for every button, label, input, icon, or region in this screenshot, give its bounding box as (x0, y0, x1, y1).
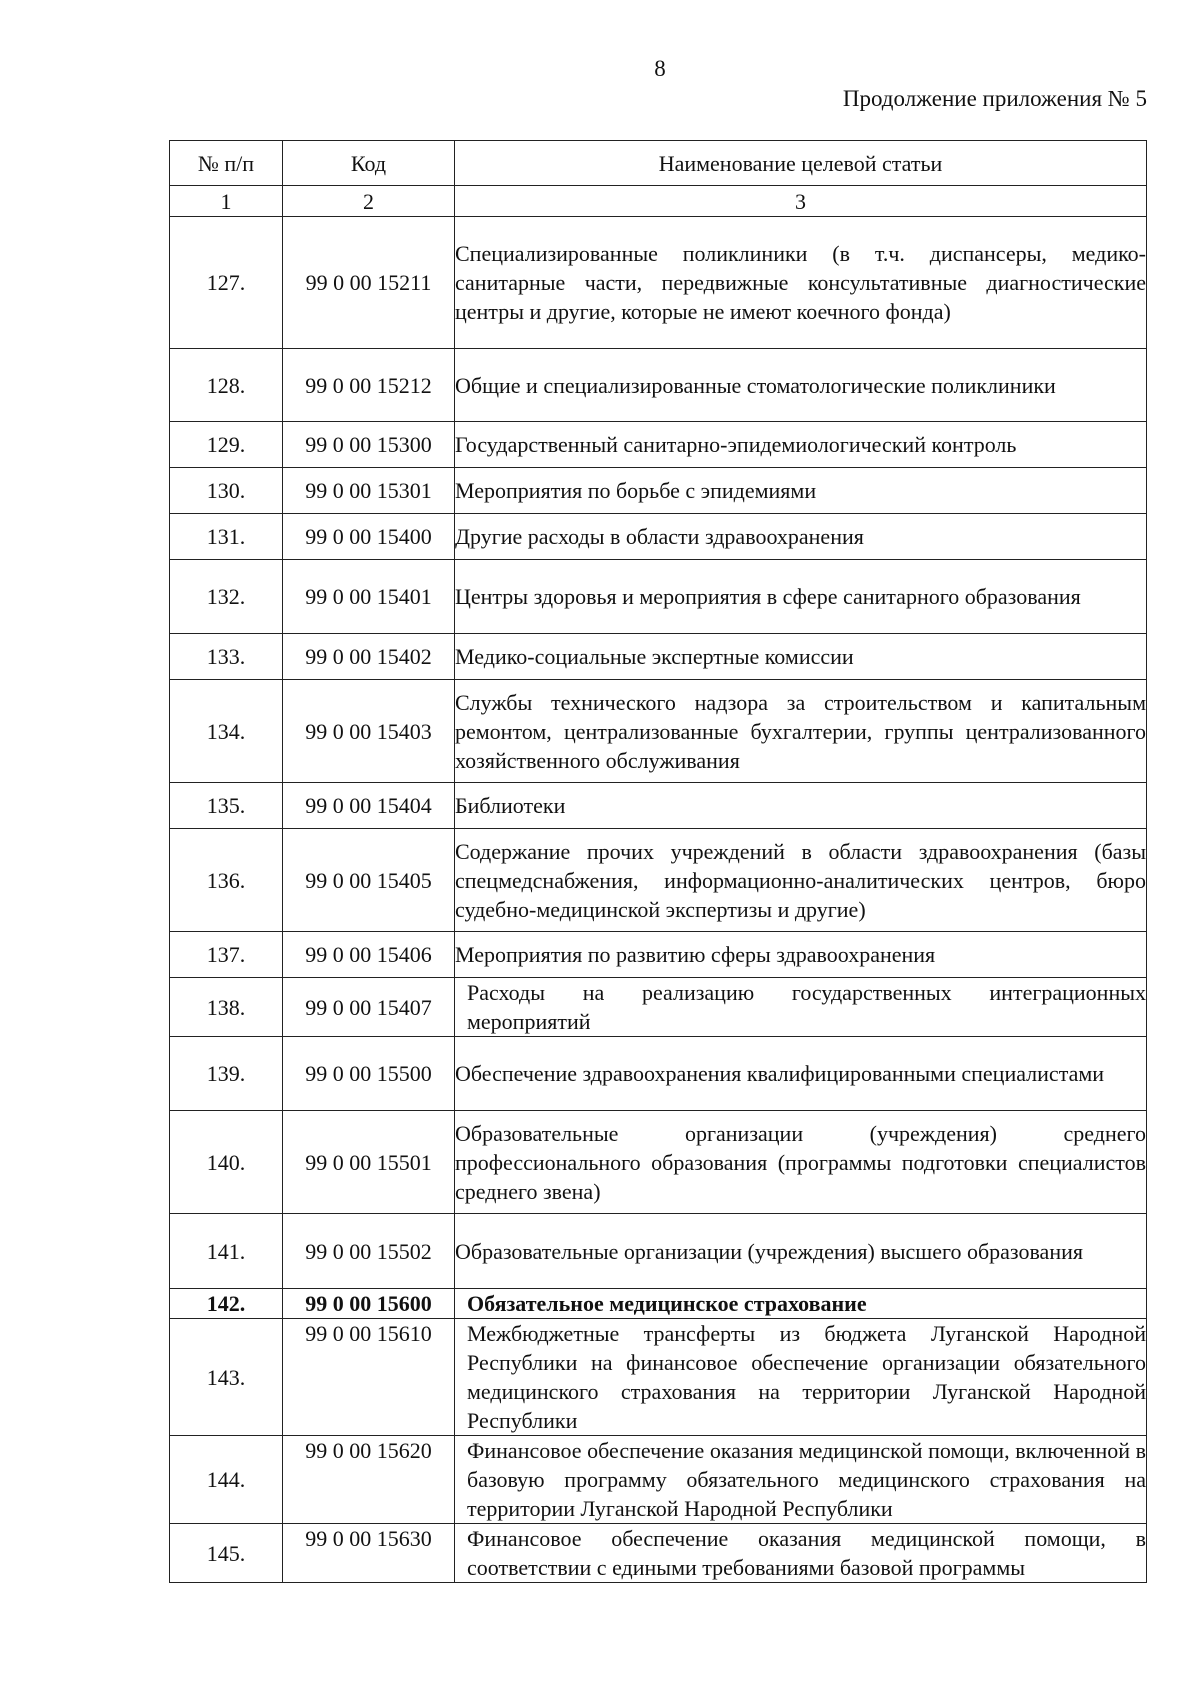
row-number: 133. (170, 634, 283, 680)
table-row (170, 783, 1147, 829)
row-number: 139. (170, 1037, 283, 1111)
row-name-text: Образовательные организации (учреждения) среднего профессионального образования (программы подготовки специалистов среднего звена) (455, 1120, 1146, 1204)
row-name (455, 634, 1147, 680)
row-name (455, 560, 1147, 634)
header-name: Наименование целевой статьи (455, 141, 1147, 186)
table-row (170, 978, 1147, 1037)
row-code: 99 0 00 15501 (283, 1111, 455, 1214)
row-name (455, 1436, 1147, 1524)
table-row (170, 1037, 1147, 1111)
table-row (170, 514, 1147, 560)
row-name (455, 932, 1147, 978)
target-articles-table (169, 140, 1147, 1583)
row-number: 135. (170, 783, 283, 829)
table-row (170, 1319, 1147, 1436)
table-row (170, 1289, 1147, 1319)
row-number: 130. (170, 468, 283, 514)
table-header-row (170, 141, 1147, 186)
row-name-text: Обязательное медицинское страхование (467, 1291, 867, 1316)
row-name (455, 468, 1147, 514)
row-name-text: Расходы на реализацию государственных интеграционных мероприятий (467, 980, 1146, 1034)
row-code: 99 0 00 15610 (283, 1319, 455, 1436)
row-name-text: Межбюджетные трансферты из бюджета Луганской Народной Республики на финансовое обеспечение организации обязательного медицинского страхования на территории Луганской Народной Республики (467, 1321, 1146, 1433)
table-row (170, 932, 1147, 978)
row-name-text: Службы технического надзора за строительством и капитальным ремонтом, централизованные бухгалтерии, группы централизованного хозяйственного обслуживания (455, 689, 1146, 773)
row-name (455, 514, 1147, 560)
row-code: 99 0 00 15407 (283, 978, 455, 1037)
table-row (170, 1111, 1147, 1214)
row-name-text: Центры здоровья и мероприятия в сфере санитарного образования (455, 584, 1081, 609)
row-name (455, 349, 1147, 422)
row-name-text: Мероприятия по борьбе с эпидемиями (455, 478, 817, 503)
row-name-text: Финансовое обеспечение оказания медицинской помощи, в соответствии с едиными требованиями базовой программы (467, 1526, 1146, 1580)
row-name (455, 1111, 1147, 1214)
table-row (170, 634, 1147, 680)
column-index-row (170, 186, 1147, 217)
row-code: 99 0 00 15300 (283, 422, 455, 468)
row-code: 99 0 00 15301 (283, 468, 455, 514)
row-code: 99 0 00 15502 (283, 1214, 455, 1289)
row-name (455, 1214, 1147, 1289)
row-name-text: Общие и специализированные стоматологические поликлиники (455, 372, 1056, 398)
table-row (170, 1214, 1147, 1289)
row-code: 99 0 00 15400 (283, 514, 455, 560)
row-name (455, 217, 1147, 349)
row-number: 132. (170, 560, 283, 634)
row-number: 143. (170, 1319, 283, 1436)
row-code: 99 0 00 15402 (283, 634, 455, 680)
page-number: 8 (654, 56, 666, 81)
row-code: 99 0 00 15406 (283, 932, 455, 978)
row-number: 141. (170, 1214, 283, 1289)
row-name-text: Медико-социальные экспертные комиссии (455, 644, 854, 669)
table-row (170, 217, 1147, 349)
column-index: 3 (455, 186, 1147, 217)
row-code: 99 0 00 15212 (283, 349, 455, 422)
row-name (455, 1524, 1147, 1583)
row-name-text: Государственный санитарно-эпидемиологический контроль (455, 432, 1017, 457)
row-number: 140. (170, 1111, 283, 1214)
row-number: 137. (170, 932, 283, 978)
row-code: 99 0 00 15401 (283, 560, 455, 634)
column-index: 1 (170, 186, 283, 217)
table-row (170, 468, 1147, 514)
row-number: 145. (170, 1524, 283, 1583)
row-name (455, 1289, 1147, 1319)
table-row (170, 422, 1147, 468)
appendix-continuation-label: Продолжение приложения № 5 (842, 86, 1147, 111)
row-code: 99 0 00 15500 (283, 1037, 455, 1111)
column-index: 2 (283, 186, 455, 217)
row-name (455, 829, 1147, 932)
row-name-text: Мероприятия по развитию сферы здравоохранения (455, 942, 936, 967)
row-name (455, 680, 1147, 783)
table-row (170, 1524, 1147, 1583)
row-code: 99 0 00 15600 (283, 1289, 455, 1319)
row-name (455, 978, 1147, 1037)
row-name-text: Обеспечение здравоохранения квалифицированными специалистами (455, 1061, 1105, 1086)
table-row (170, 349, 1147, 422)
row-number: 144. (170, 1436, 283, 1524)
row-name-text: Библиотеки (455, 793, 566, 818)
header-code: Код (283, 141, 455, 186)
row-name-text: Специализированные поликлиники (в т.ч. диспансеры, медико-санитарные части, передвижные консультативные диагностические центры и другие, которые не имеют коечного фонда) (455, 241, 1146, 324)
row-name (455, 783, 1147, 829)
row-name-text: Образовательные организации (учреждения) высшего образования (455, 1238, 1083, 1264)
row-number: 128. (170, 349, 283, 422)
row-code: 99 0 00 15405 (283, 829, 455, 932)
row-number: 136. (170, 829, 283, 932)
row-code: 99 0 00 15620 (283, 1436, 455, 1524)
table-row (170, 680, 1147, 783)
row-name-text: Финансовое обеспечение оказания медицинской помощи, включенной в базовую программу обязательного медицинского страхования на территории Луганской Народной Республики (467, 1438, 1146, 1521)
row-number: 138. (170, 978, 283, 1037)
row-code: 99 0 00 15403 (283, 680, 455, 783)
row-name-text: Другие расходы в области здравоохранения (455, 524, 864, 549)
table-row (170, 1436, 1147, 1524)
row-name (455, 422, 1147, 468)
row-number: 131. (170, 514, 283, 560)
table-row (170, 829, 1147, 932)
row-code: 99 0 00 15404 (283, 783, 455, 829)
table-row (170, 560, 1147, 634)
row-name (455, 1319, 1147, 1436)
row-name-text: Содержание прочих учреждений в области здравоохранения (базы спецмедснабжения, информационно-аналитических центров, бюро судебно-медицинской экспертизы и другие) (455, 838, 1146, 922)
row-code: 99 0 00 15630 (283, 1524, 455, 1583)
row-number: 142. (170, 1289, 283, 1319)
row-number: 129. (170, 422, 283, 468)
row-number: 127. (170, 217, 283, 349)
header-number: № п/п (170, 141, 283, 186)
row-name (455, 1037, 1147, 1111)
row-number: 134. (170, 680, 283, 783)
row-code: 99 0 00 15211 (283, 217, 455, 349)
